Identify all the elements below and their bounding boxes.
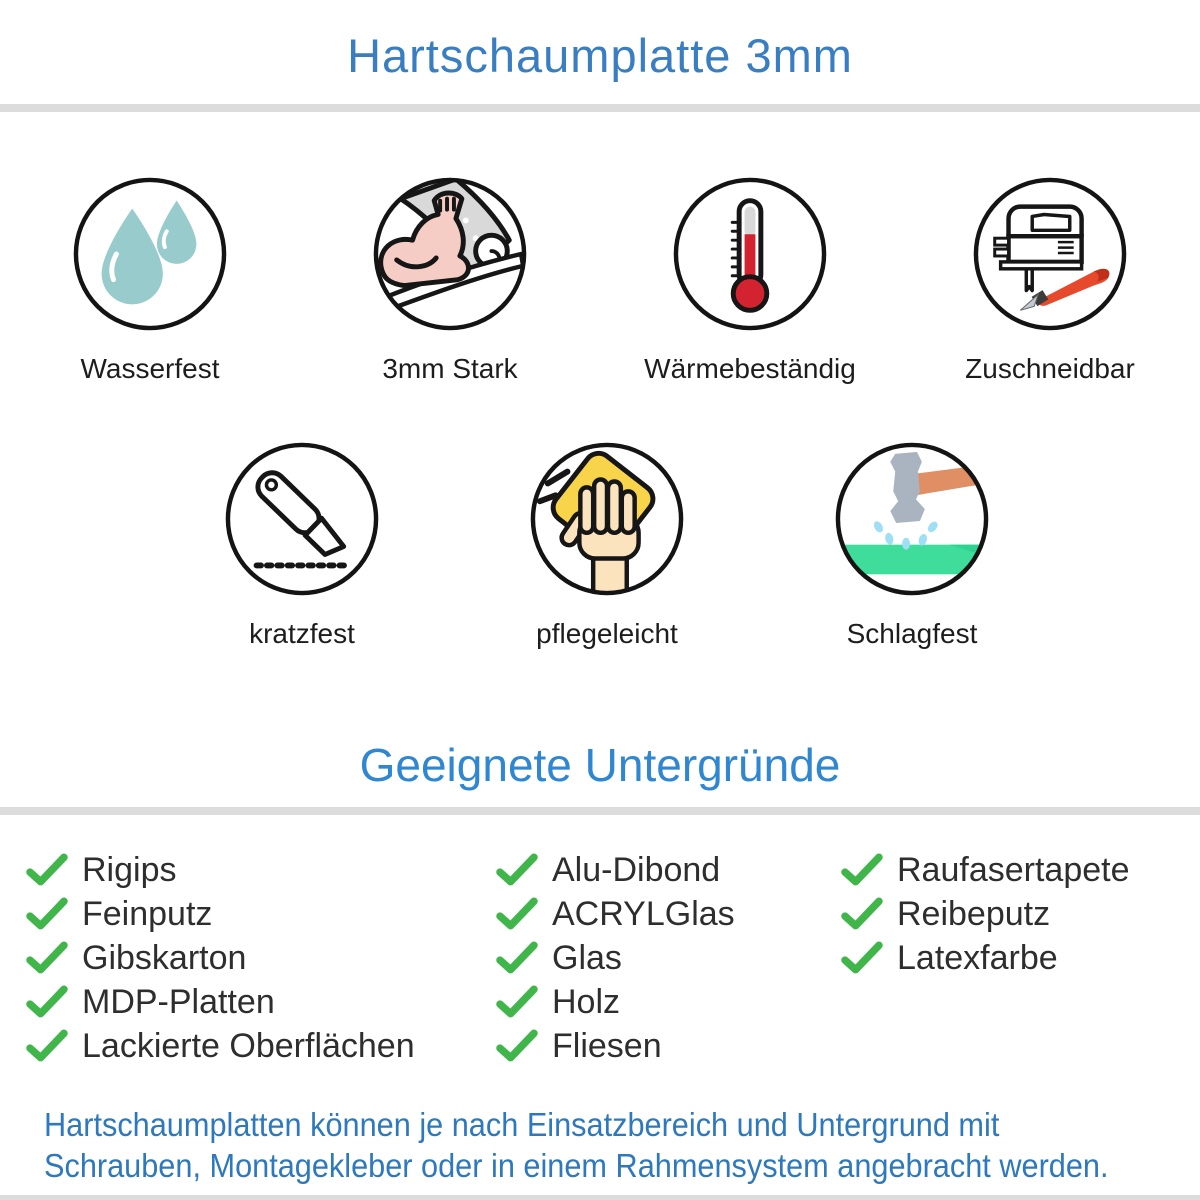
list-item [25, 1024, 495, 1068]
page-title: Hartschaumplatte 3mm [347, 29, 853, 82]
feature-kratzfest [150, 440, 455, 650]
checkmark-icon [25, 853, 82, 887]
substrate-label: Lackierte Oberflächen [82, 1026, 415, 1065]
feature-label: 3mm Stark [382, 353, 518, 384]
list-item [495, 936, 840, 980]
feature-label: Schlagfest [846, 618, 978, 649]
list-item [840, 848, 1130, 892]
feature-waermebestaendig [600, 175, 900, 385]
feature-label: kratzfest [249, 618, 355, 649]
feature-label: Zuschneidbar [965, 353, 1135, 384]
section-title-untergruende: Geeignete Untergründe [359, 739, 841, 791]
list-item [495, 1024, 840, 1068]
list-item [495, 892, 840, 936]
jigsaw-knife-icon [971, 175, 1129, 333]
thermometer-icon [671, 175, 829, 333]
checkmark-icon [25, 985, 82, 1019]
feature-pflegeleicht [455, 440, 760, 650]
substrate-label: ACRYLGlas [552, 894, 735, 933]
checkmark-icon [495, 941, 552, 975]
substrate-label: Feinputz [82, 894, 213, 933]
list-item [25, 936, 495, 980]
checkmark-icon [25, 897, 82, 931]
feature-label: Wasserfest [80, 353, 220, 384]
substrate-label: Rigips [82, 850, 177, 889]
feature-label: pflegeleicht [536, 618, 678, 649]
checkmark-icon [495, 985, 552, 1019]
feature-3mm-stark [300, 175, 600, 385]
feature-row-2 [0, 440, 1200, 650]
checkmark-icon [495, 897, 552, 931]
checkmark-icon [840, 941, 897, 975]
feature-row-1 [0, 175, 1200, 385]
flexed-arm-panel-icon [371, 175, 529, 333]
substrates-checklist [25, 848, 1130, 1068]
checkmark-icon [495, 853, 552, 887]
checkmark-icon [25, 1029, 82, 1063]
substrate-label: Glas [552, 938, 622, 977]
checkmark-icon [840, 897, 897, 931]
list-item [840, 892, 1130, 936]
checkmark-icon [495, 1029, 552, 1063]
feature-label: Wärmebeständig [644, 353, 856, 384]
substrate-column-3 [840, 848, 1130, 980]
utility-knife-icon [223, 440, 381, 598]
substrate-column-2 [495, 848, 840, 1068]
feature-zuschneidbar [900, 175, 1200, 385]
divider-line [0, 104, 1200, 112]
list-item [495, 980, 840, 1024]
substrate-label: MDP-Platten [82, 982, 275, 1021]
substrate-label: Fliesen [552, 1026, 662, 1065]
substrate-label: Reibeputz [897, 894, 1051, 933]
substrate-label: Raufasertapete [897, 850, 1130, 889]
mounting-note-line2: Schrauben, Montagekleber oder in einem Rahmensystem angebracht werden. [44, 1147, 1109, 1184]
hammer-impact-icon [833, 440, 991, 598]
checkmark-icon [840, 853, 897, 887]
list-item [840, 936, 1130, 980]
water-drops-icon [71, 175, 229, 333]
mounting-note [44, 1104, 1109, 1186]
mounting-note-line1: Hartschaumplatten können je nach Einsatzbereich und Untergrund mit [44, 1106, 1000, 1143]
feature-schlagfest [760, 440, 1065, 650]
substrate-column-1 [25, 848, 495, 1068]
list-item [25, 848, 495, 892]
checkmark-icon [25, 941, 82, 975]
substrate-label: Alu-Dibond [552, 850, 721, 889]
hand-sponge-icon [528, 440, 686, 598]
list-item [495, 848, 840, 892]
substrate-label: Holz [552, 982, 621, 1021]
substrate-label: Latexfarbe [897, 938, 1058, 977]
list-item [25, 892, 495, 936]
divider-line [0, 807, 1200, 815]
feature-wasserfest [0, 175, 300, 385]
divider-line [0, 1195, 1200, 1200]
list-item [25, 980, 495, 1024]
substrate-label: Gibskarton [82, 938, 247, 977]
